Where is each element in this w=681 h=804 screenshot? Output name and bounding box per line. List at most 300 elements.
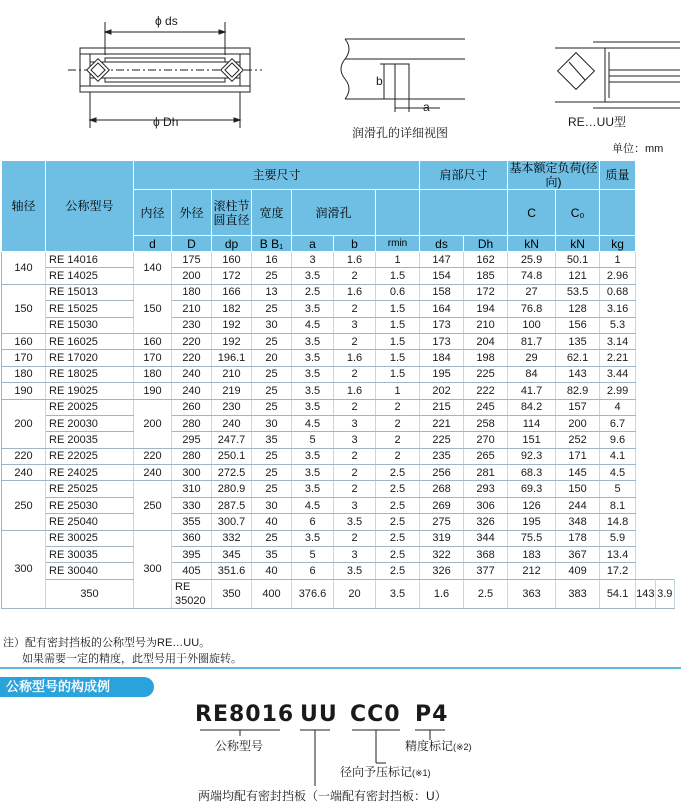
value-cell: 220 [172, 350, 212, 366]
header-model: 公称型号 [46, 161, 134, 252]
table-row [2, 465, 675, 481]
a-label: a [423, 100, 430, 114]
value-cell: 225 [420, 432, 464, 448]
model-cell: RE 25025 [46, 481, 134, 497]
table-row [2, 415, 675, 431]
value-cell: 240 [172, 366, 212, 382]
header-lube: 润滑孔 [292, 190, 376, 236]
value-cell: 376.6 [292, 579, 334, 608]
value-cell: 204 [464, 333, 508, 349]
value-cell: 184 [420, 350, 464, 366]
value-cell: 220 [134, 448, 172, 464]
caption-model: 公称型号 [215, 739, 264, 753]
model-cell: RE 30035 [46, 547, 134, 563]
value-cell: 280 [172, 415, 212, 431]
header-width: 宽度 [252, 190, 292, 236]
value-cell: 200 [172, 268, 212, 284]
value-cell: 173 [420, 333, 464, 349]
sym-dp: dp [212, 236, 252, 252]
value-cell: 270 [464, 432, 508, 448]
value-cell: 180 [172, 284, 212, 300]
value-cell: 2.5 [376, 563, 420, 579]
value-cell: 280.9 [212, 481, 252, 497]
unit-kN-C0: kN [556, 236, 600, 252]
table-row [2, 481, 675, 497]
value-cell: 3.5 [334, 514, 376, 530]
table-row [2, 284, 675, 300]
value-cell: 2 [376, 432, 420, 448]
model-cell: RE 14025 [46, 268, 134, 284]
value-cell: 4.5 [292, 497, 334, 513]
value-cell: 162 [464, 252, 508, 268]
caption-precision-note: (※2) [453, 742, 472, 752]
value-cell: 35 [252, 432, 292, 448]
header-blank-r [376, 190, 420, 236]
value-cell: 2.99 [600, 383, 636, 399]
value-cell: 363 [508, 579, 556, 608]
value-cell: 25 [252, 481, 292, 497]
table-row [2, 579, 675, 608]
value-cell: 3 [334, 432, 376, 448]
table-row [2, 547, 675, 563]
model-cell: RE 17020 [46, 350, 134, 366]
code-p: P4 [415, 702, 449, 727]
table-row [2, 333, 675, 349]
sym-B: B B₁ [252, 236, 292, 252]
value-cell: 247.7 [212, 432, 252, 448]
value-cell: 82.9 [556, 383, 600, 399]
b-label: b [376, 74, 383, 88]
value-cell: 5 [600, 481, 636, 497]
model-cell: RE 19025 [46, 383, 134, 399]
value-cell: 244 [556, 497, 600, 513]
model-cell: RE 25040 [46, 514, 134, 530]
note-line-2: 如果需要一定的精度，此型号用于外圈旋转。 [22, 653, 242, 665]
value-cell: 160 [212, 252, 252, 268]
value-cell: 2 [334, 399, 376, 415]
value-cell: 156 [556, 317, 600, 333]
value-cell: 172 [212, 268, 252, 284]
value-cell: 171 [556, 448, 600, 464]
value-cell: 172 [464, 284, 508, 300]
value-cell: 3.5 [292, 448, 334, 464]
value-cell: 182 [212, 301, 252, 317]
value-cell: 3 [334, 547, 376, 563]
value-cell: 69.3 [508, 481, 556, 497]
value-cell: 4.5 [292, 415, 334, 431]
value-cell: 2 [376, 448, 420, 464]
header-blank-mass [600, 190, 636, 236]
value-cell: 260 [172, 399, 212, 415]
value-cell: 1 [376, 252, 420, 268]
unit-label: 单位：mm [612, 143, 664, 155]
value-cell: 275 [420, 514, 464, 530]
value-cell: 5.3 [600, 317, 636, 333]
shaft-cell: 190 [2, 383, 46, 399]
value-cell: 2 [334, 301, 376, 317]
value-cell: 143 [556, 366, 600, 382]
model-cell: RE 15025 [46, 301, 134, 317]
header-mass: 质量 [600, 161, 636, 190]
model-cell: RE 20030 [46, 415, 134, 431]
value-cell: 40 [252, 514, 292, 530]
value-cell: 2.5 [376, 481, 420, 497]
model-cell: RE 30040 [46, 563, 134, 579]
value-cell: 3.9 [655, 579, 674, 608]
value-cell: 245 [464, 399, 508, 415]
value-cell: 143 [636, 579, 655, 608]
value-cell: 27 [508, 284, 556, 300]
model-cell: RE 15013 [46, 284, 134, 300]
shaft-cell: 350 [46, 579, 134, 608]
value-cell: 5 [292, 432, 334, 448]
value-cell: 383 [556, 579, 600, 608]
value-cell: 147 [420, 252, 464, 268]
header-C: C [508, 190, 556, 236]
sym-r: rmin [376, 236, 420, 252]
value-cell: 252 [556, 432, 600, 448]
value-cell: 3.5 [292, 350, 334, 366]
value-cell: 300.7 [212, 514, 252, 530]
value-cell: 3.5 [334, 563, 376, 579]
value-cell: 180 [134, 366, 172, 382]
model-cell: RE 35020 [172, 579, 212, 608]
value-cell: 25 [252, 366, 292, 382]
value-cell: 154 [420, 268, 464, 284]
value-cell: 348 [556, 514, 600, 530]
value-cell: 4.5 [292, 317, 334, 333]
value-cell: 25 [252, 399, 292, 415]
value-cell: 1.6 [420, 579, 464, 608]
value-cell: 1.6 [334, 284, 376, 300]
table-row [2, 399, 675, 415]
model-cell: RE 20035 [46, 432, 134, 448]
value-cell: 35 [252, 547, 292, 563]
caption-precision [405, 737, 472, 754]
value-cell: 258 [464, 415, 508, 431]
model-cell: RE 22025 [46, 448, 134, 464]
table-row [2, 301, 675, 317]
value-cell: 6.7 [600, 415, 636, 431]
value-cell: 75.5 [508, 530, 556, 546]
header-shoulder: 肩部尺寸 [420, 161, 508, 190]
value-cell: 4.1 [600, 448, 636, 464]
value-cell: 230 [212, 399, 252, 415]
value-cell: 202 [420, 383, 464, 399]
model-cell: RE 30025 [46, 530, 134, 546]
value-cell: 62.1 [556, 350, 600, 366]
value-cell: 3.5 [292, 399, 334, 415]
shaft-cell: 140 [2, 252, 46, 285]
value-cell: 40 [252, 563, 292, 579]
value-cell: 367 [556, 547, 600, 563]
table-row [2, 432, 675, 448]
shaft-cell: 160 [2, 333, 46, 349]
shaft-cell: 300 [2, 530, 46, 608]
value-cell: 2.5 [376, 530, 420, 546]
value-cell: 345 [212, 547, 252, 563]
value-cell: 3.5 [292, 481, 334, 497]
value-cell: 6 [292, 514, 334, 530]
value-cell: 2 [334, 333, 376, 349]
value-cell: 250.1 [212, 448, 252, 464]
value-cell: 2.5 [376, 514, 420, 530]
value-cell: 230 [172, 317, 212, 333]
model-cell: RE 16025 [46, 333, 134, 349]
value-cell: 220 [172, 333, 212, 349]
value-cell: 20 [334, 579, 376, 608]
value-cell: 192 [212, 333, 252, 349]
note-line-1: 注）配有密封挡板的公称型号为RE…UU。 [3, 637, 211, 649]
value-cell: 76.8 [508, 301, 556, 317]
value-cell: 332 [212, 530, 252, 546]
value-cell: 306 [464, 497, 508, 513]
value-cell: 240 [172, 383, 212, 399]
value-cell: 287.5 [212, 497, 252, 513]
value-cell: 30 [252, 497, 292, 513]
value-cell: 405 [172, 563, 212, 579]
value-cell: 25 [252, 448, 292, 464]
value-cell: 25 [252, 465, 292, 481]
table-row [2, 563, 675, 579]
value-cell: 192 [212, 317, 252, 333]
code-uu: UU [300, 702, 338, 727]
value-cell: 360 [172, 530, 212, 546]
value-cell: 195 [420, 366, 464, 382]
value-cell: 175 [172, 252, 212, 268]
value-cell: 3.16 [600, 301, 636, 317]
value-cell: 256 [420, 465, 464, 481]
section-divider [0, 667, 681, 669]
value-cell: 14.8 [600, 514, 636, 530]
value-cell: 281 [464, 465, 508, 481]
value-cell: 2.5 [464, 579, 508, 608]
value-cell: 158 [420, 284, 464, 300]
value-cell: 3.5 [292, 465, 334, 481]
value-cell: 25 [252, 383, 292, 399]
value-cell: 2 [334, 530, 376, 546]
value-cell: 1.6 [334, 252, 376, 268]
value-cell: 157 [556, 399, 600, 415]
table-row [2, 497, 675, 513]
value-cell: 3 [334, 317, 376, 333]
header-outer: 外径 [172, 190, 212, 236]
value-cell: 6 [292, 563, 334, 579]
value-cell: 3.5 [292, 333, 334, 349]
value-cell: 280 [172, 448, 212, 464]
value-cell: 2 [334, 481, 376, 497]
lubrication-hole-detail [340, 34, 470, 114]
value-cell: 151 [508, 432, 556, 448]
shaft-cell: 150 [2, 284, 46, 333]
value-cell: 319 [420, 530, 464, 546]
table-row [2, 514, 675, 530]
value-cell: 210 [172, 301, 212, 317]
shaft-cell: 250 [2, 481, 46, 530]
sym-ds: ds [420, 236, 464, 252]
value-cell: 1.5 [376, 333, 420, 349]
value-cell: 1.6 [334, 383, 376, 399]
header-blank-shoulder [420, 190, 508, 236]
value-cell: 3.44 [600, 366, 636, 382]
unit-kg: kg [600, 236, 636, 252]
value-cell: 16 [252, 252, 292, 268]
value-cell: 128 [556, 301, 600, 317]
sym-D: D [172, 236, 212, 252]
value-cell: 3.5 [292, 383, 334, 399]
value-cell: 350 [212, 579, 252, 608]
caption-seal: 两端均配有密封挡板（一端配有密封挡板：U） [198, 789, 447, 803]
value-cell: 196.1 [212, 350, 252, 366]
caption-preload-text: 径向予压标记 [340, 765, 413, 779]
value-cell: 200 [134, 399, 172, 448]
value-cell: 221 [420, 415, 464, 431]
value-cell: 185 [464, 268, 508, 284]
value-cell: 30 [252, 415, 292, 431]
table-row [2, 383, 675, 399]
value-cell: 3.5 [292, 268, 334, 284]
value-cell: 145 [556, 465, 600, 481]
sym-d: d [134, 236, 172, 252]
value-cell: 310 [172, 481, 212, 497]
value-cell: 194 [464, 301, 508, 317]
value-cell: 200 [556, 415, 600, 431]
table-row [2, 268, 675, 284]
value-cell: 50.1 [556, 252, 600, 268]
unit-kN-C: kN [508, 236, 556, 252]
value-cell: 225 [464, 366, 508, 382]
value-cell: 74.8 [508, 268, 556, 284]
value-cell: 160 [134, 333, 172, 349]
value-cell: 150 [556, 481, 600, 497]
value-cell: 344 [464, 530, 508, 546]
detail-caption: 润滑孔的详细视图 [352, 126, 449, 140]
uu-type-diagram [545, 40, 680, 110]
value-cell: 300 [172, 465, 212, 481]
value-cell: 295 [172, 432, 212, 448]
value-cell: 326 [464, 514, 508, 530]
value-cell: 140 [134, 252, 172, 285]
table-row [2, 366, 675, 382]
value-cell: 2 [334, 366, 376, 382]
value-cell: 25 [252, 301, 292, 317]
model-cell: RE 20025 [46, 399, 134, 415]
value-cell: 2.5 [376, 497, 420, 513]
uu-caption: RE…UU型 [568, 115, 627, 129]
composition-banner: 公称型号的构成例 [0, 677, 154, 697]
value-cell: 1.5 [376, 317, 420, 333]
value-cell: 4.5 [600, 465, 636, 481]
value-cell: 210 [464, 317, 508, 333]
value-cell: 3.5 [292, 301, 334, 317]
value-cell: 0.6 [376, 284, 420, 300]
value-cell: 183 [508, 547, 556, 563]
value-cell: 164 [420, 301, 464, 317]
value-cell: 1.5 [376, 350, 420, 366]
model-cell: RE 14016 [46, 252, 134, 268]
value-cell: 326 [420, 563, 464, 579]
value-cell: 1 [376, 383, 420, 399]
table-row [2, 448, 675, 464]
shaft-cell: 220 [2, 448, 46, 464]
value-cell: 198 [464, 350, 508, 366]
value-cell: 5 [292, 547, 334, 563]
value-cell: 3.5 [292, 530, 334, 546]
value-cell: 190 [134, 383, 172, 399]
value-cell: 3 [334, 497, 376, 513]
value-cell: 1.5 [376, 366, 420, 382]
value-cell: 121 [556, 268, 600, 284]
header-main-dims: 主要尺寸 [134, 161, 420, 190]
value-cell: 17.2 [600, 563, 636, 579]
header-C0: C₀ [556, 190, 600, 236]
value-cell: 222 [464, 383, 508, 399]
value-cell: 293 [464, 481, 508, 497]
value-cell: 29 [508, 350, 556, 366]
value-cell: 2.5 [376, 547, 420, 563]
value-cell: 84 [508, 366, 556, 382]
value-cell: 84.2 [508, 399, 556, 415]
caption-preload [340, 763, 431, 780]
header-pitch: 滚柱节圆直径 [212, 190, 252, 236]
value-cell: 272.5 [212, 465, 252, 481]
value-cell: 100 [508, 317, 556, 333]
value-cell: 126 [508, 497, 556, 513]
value-cell: 1 [600, 252, 636, 268]
value-cell: 170 [134, 350, 172, 366]
shaft-cell: 180 [2, 366, 46, 382]
value-cell: 1.6 [334, 350, 376, 366]
value-cell: 195 [508, 514, 556, 530]
sym-a: a [292, 236, 334, 252]
value-cell: 240 [212, 415, 252, 431]
value-cell: 2 [376, 399, 420, 415]
header-shaft: 轴径 [2, 161, 46, 252]
value-cell: 178 [556, 530, 600, 546]
value-cell: 300 [134, 530, 172, 608]
value-cell: 81.7 [508, 333, 556, 349]
value-cell: 330 [172, 497, 212, 513]
value-cell: 3 [334, 415, 376, 431]
code-model: RE8016 [195, 702, 295, 727]
code-cc: CC0 [350, 702, 401, 727]
value-cell: 409 [556, 563, 600, 579]
value-cell: 3 [292, 252, 334, 268]
value-cell: 0.68 [600, 284, 636, 300]
header-load: 基本额定负荷(径向) [509, 161, 598, 189]
sym-Dh: Dh [464, 236, 508, 252]
value-cell: 235 [420, 448, 464, 464]
value-cell: 30 [252, 317, 292, 333]
ds-label: ϕ ds [155, 14, 178, 28]
model-cell: RE 25030 [46, 497, 134, 513]
value-cell: 173 [420, 317, 464, 333]
value-cell: 68.3 [508, 465, 556, 481]
value-cell: 395 [172, 547, 212, 563]
model-cell: RE 18025 [46, 366, 134, 382]
value-cell: 2.21 [600, 350, 636, 366]
value-cell: 355 [172, 514, 212, 530]
value-cell: 3.5 [376, 579, 420, 608]
value-cell: 2 [376, 415, 420, 431]
value-cell: 114 [508, 415, 556, 431]
model-cell: RE 24025 [46, 465, 134, 481]
model-cell: RE 15030 [46, 317, 134, 333]
value-cell: 240 [134, 465, 172, 481]
value-cell: 25 [252, 530, 292, 546]
value-cell: 135 [556, 333, 600, 349]
value-cell: 210 [212, 366, 252, 382]
